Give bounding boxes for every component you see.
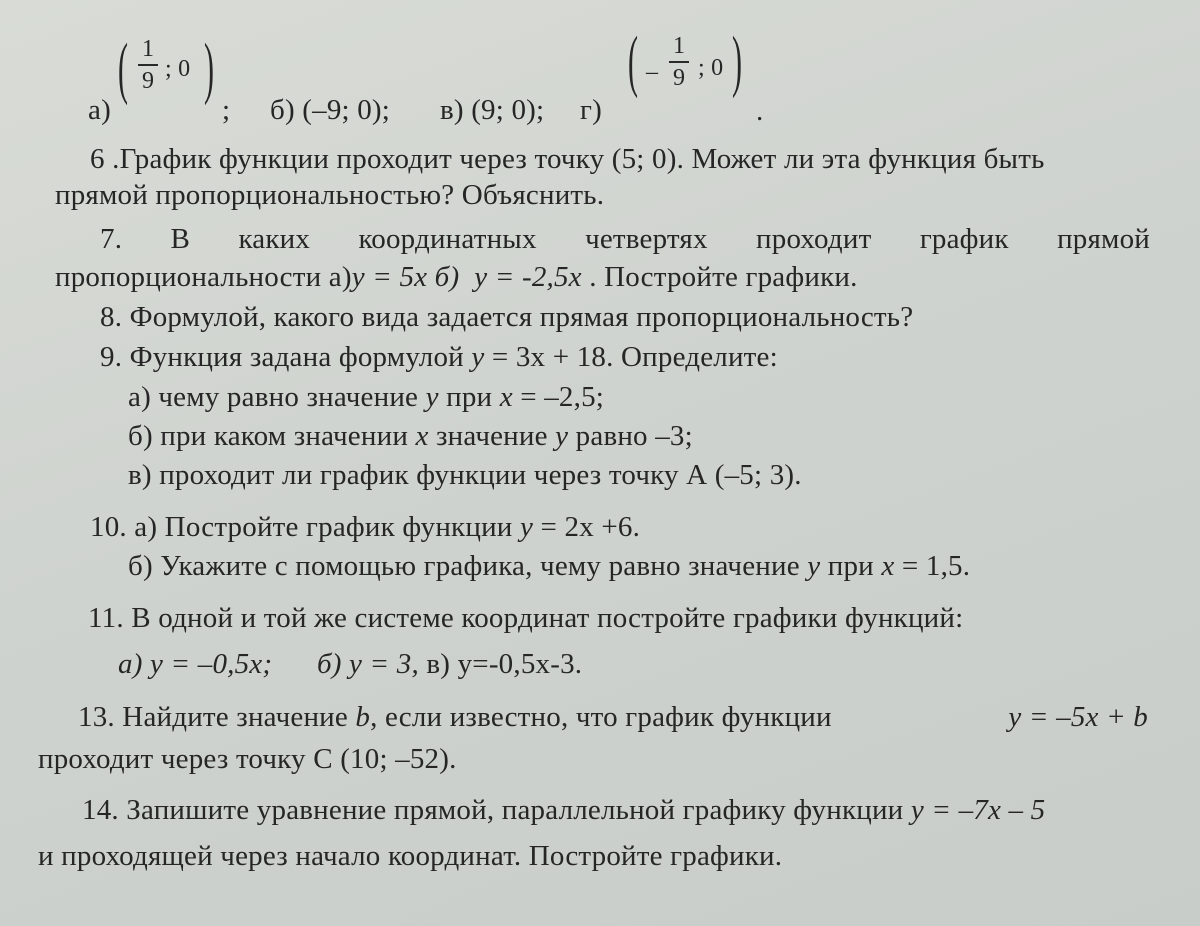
task-9-item-b-suffix: равно –3; [568, 420, 693, 452]
option-g-end: . [756, 95, 764, 127]
task-13-equation: y = –5x + b [1008, 701, 1148, 733]
option-g-fraction [669, 34, 689, 90]
option-g-left-paren: ( [628, 23, 638, 100]
task-14-line-2: и проходящей через начало координат. Постройте графики. [38, 840, 783, 872]
task-10-item-b-suffix: = 1,5. [894, 550, 971, 582]
task-7-word-5: четвертях [585, 223, 708, 255]
task-9-line-1-suffix: = 3x + 18. Определите: [484, 341, 778, 373]
option-a-right-paren: ) [204, 30, 214, 107]
task-9-item-a [128, 383, 604, 412]
task-10-item-a [90, 513, 640, 542]
task-10-item-b-x: x [881, 550, 895, 582]
task-13-line-1-prefix: 13. Найдите значение [78, 701, 356, 733]
task-9-line-1 [100, 343, 778, 372]
option-a-label: а) [88, 94, 111, 126]
task-14-line-1-prefix: 14. Запишите уравнение прямой, параллельной графику функции [82, 794, 911, 826]
option-g-fraction-numerator: 1 [673, 33, 685, 59]
task-9-item-v: в) проходит ли график функции через точку А (–5; 3). [128, 459, 802, 491]
task-7-equation-a: y = 5x б) [351, 261, 460, 293]
task-9-item-b [128, 422, 693, 451]
task-9-line-1-prefix: 9. Функция задана формулой [100, 341, 472, 373]
task-9-item-a-suffix: = –2,5; [512, 381, 605, 413]
option-a-rest: ; 0 [165, 56, 191, 82]
task-7-word-7: график [919, 223, 1009, 255]
task-7-line-1 [100, 225, 1150, 254]
option-a-semicolon: ; [222, 94, 231, 126]
task-7-word-2: В [170, 223, 191, 255]
option-g-label: г) [580, 94, 602, 126]
task-7-word-3: каких [238, 223, 311, 255]
task-13-variable-b: b [355, 701, 371, 733]
task-11-item-v: в) y=-0,5х-3. [426, 648, 583, 680]
task-10-item-a-suffix: = 2x +6. [533, 511, 641, 543]
task-7-line-2 [55, 263, 858, 292]
option-g-right-paren: ) [732, 23, 742, 100]
task-9-item-b-x: x [415, 420, 429, 452]
task-13-line-2: проходит через точку С (10; –52). [38, 743, 457, 775]
task-7-word-8: прямой [1057, 223, 1150, 255]
option-g-fraction-denominator: 9 [673, 65, 685, 91]
option-a-fraction-numerator: 1 [142, 36, 154, 62]
task-10-item-b-mid: при [820, 550, 882, 582]
task-10-item-b [128, 552, 970, 581]
task-10-item-a-prefix: 10. а) Постройте график функции [90, 511, 520, 543]
task-7-line-2-prefix: пропорциональности а) [55, 261, 352, 293]
task-9-item-a-x: x [499, 381, 513, 413]
option-a-fraction [138, 37, 158, 93]
task-9-equation-y: y [471, 341, 485, 373]
option-b: б) (–9; 0); [270, 94, 391, 126]
task-10-item-b-y: y [807, 550, 821, 582]
task-10-item-b-prefix: б) Укажите с помощью графика, чему равно значение [128, 550, 808, 582]
task-9-item-b-mid: значение [428, 420, 556, 452]
task-8-line-1: 8. Формулой, какого вида задается прямая пропорциональность? [100, 301, 914, 333]
task-14-equation: y = –7x – 5 [910, 794, 1046, 826]
option-a-fraction-bar [138, 64, 158, 66]
task-11-line-2 [118, 650, 582, 679]
option-g-rest: ; 0 [698, 55, 724, 81]
option-g-minus: – [646, 59, 659, 85]
task-7-word-1: 7. [100, 223, 123, 255]
task-9-item-a-mid: при [438, 381, 500, 413]
task-7-word-4: координатных [358, 223, 537, 255]
task-6-line-1: 6 .График функции проходит через точку (5; 0). Может ли эта функция быть [90, 143, 1045, 175]
option-a-left-paren: ( [118, 30, 128, 107]
option-a-fraction-denominator: 9 [142, 68, 154, 94]
option-v: в) (9; 0); [440, 94, 545, 126]
task-11-line-1: 11. В одной и той же системе координат постройте графики функций: [88, 602, 964, 634]
task-9-item-a-y: y [425, 381, 439, 413]
task-13-line-1 [78, 703, 1148, 732]
task-10-item-a-y: y [519, 511, 534, 543]
task-11-item-b: б) y = 3, [316, 648, 419, 680]
task-6-line-2: прямой пропорциональностью? Объяснить. [55, 179, 605, 211]
task-9-item-a-prefix: а) чему равно значение [128, 381, 426, 413]
task-9-item-b-prefix: б) при каком значении [128, 420, 416, 452]
task-9-item-b-y: y [555, 420, 569, 452]
task-14-line-1 [82, 796, 1045, 825]
option-g-fraction-bar [669, 61, 689, 63]
task-13-line-1-mid: , если известно, что график функции [370, 701, 832, 733]
task-7-word-6: проходит [756, 223, 872, 255]
task-7-equation-b: y = -2,5x [474, 261, 582, 293]
task-7-line-2-suffix: . Постройте графики. [589, 261, 858, 293]
task-11-item-a: а) y = –0,5x; [118, 648, 273, 680]
